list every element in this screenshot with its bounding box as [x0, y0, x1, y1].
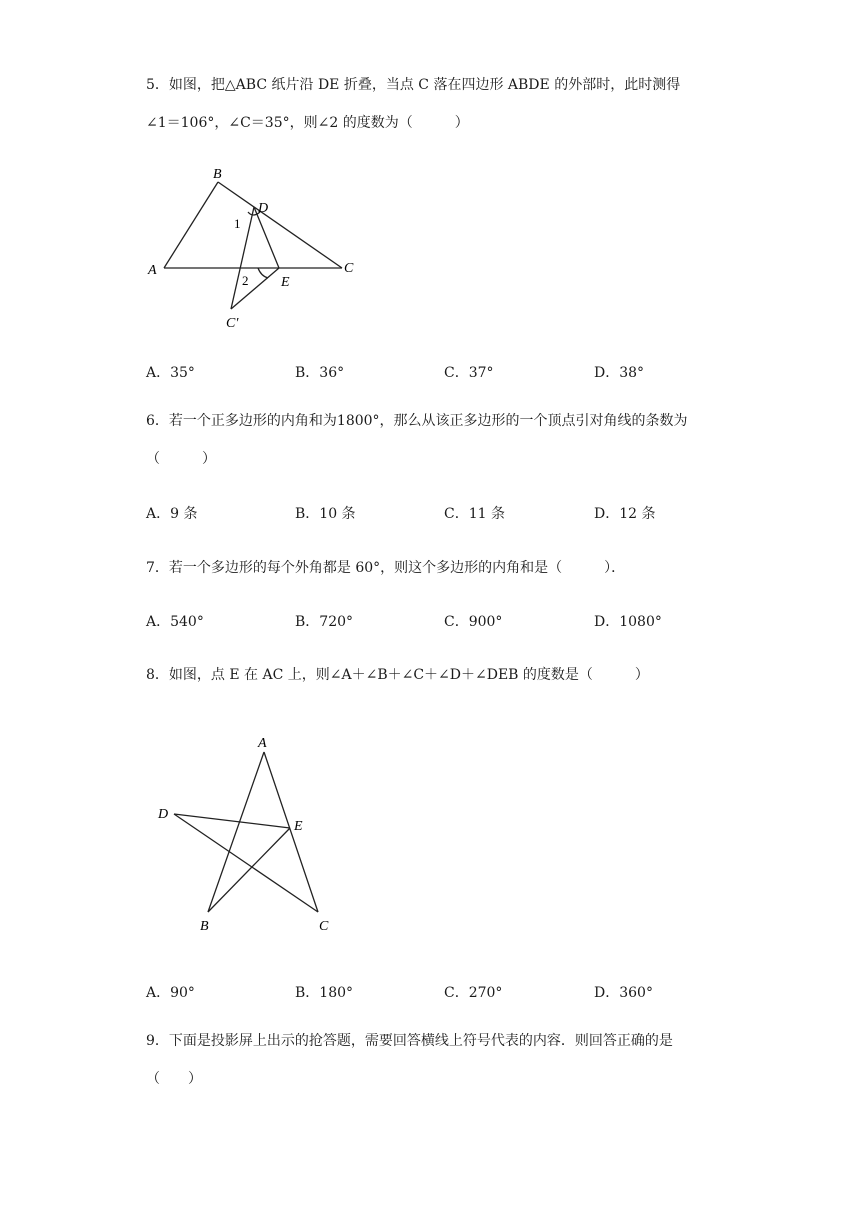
- q6-option-c[interactable]: C．11 条: [444, 506, 505, 522]
- q6-text-line2: （ ）: [146, 451, 216, 467]
- q8-segment-ac: [264, 752, 318, 912]
- q6-option-a[interactable]: A．9 条: [146, 506, 198, 522]
- q5-label-d: D: [258, 201, 269, 216]
- q5-option-d[interactable]: D．38°: [594, 365, 645, 381]
- q8-figure: [150, 730, 350, 940]
- q8-label-d: D: [158, 807, 169, 822]
- q5-text-line1: 5．如图，把△ABC 纸片沿 DE 折叠，当点 C 落在四边形 ABDE 的外部时，此时测得: [146, 77, 681, 93]
- q9-text-line2: （ ）: [146, 1071, 202, 1087]
- q8-option-c[interactable]: C．270°: [444, 985, 503, 1001]
- q5-label-angle1: 1: [234, 216, 241, 231]
- q5-label-angle2: 2: [242, 273, 249, 288]
- q6-text-line1: 6．若一个正多边形的内角和为1800°，那么从该正多边形的一个顶点引对角线的条数为: [146, 413, 688, 429]
- q5-label-b: B: [213, 167, 222, 182]
- q7-text-line1: 7．若一个多边形的每个外角都是 60°，则这个多边形的内角和是（ ）．: [146, 560, 626, 576]
- q5-figure: [140, 160, 380, 340]
- q6-option-d[interactable]: D．12 条: [594, 506, 656, 522]
- q5-label-c-prime: C′: [226, 316, 239, 331]
- q8-option-a[interactable]: A．90°: [146, 985, 195, 1001]
- q5-label-e: E: [281, 275, 290, 290]
- q5-label-a: A: [148, 263, 157, 278]
- q7-option-b[interactable]: B．720°: [295, 614, 354, 630]
- q7-option-c[interactable]: C．900°: [444, 614, 503, 630]
- q8-label-e: E: [294, 819, 303, 834]
- q8-segment-be: [208, 828, 290, 912]
- q5-text-line2: ∠1＝106°，∠C＝35°，则∠2 的度数为（ ）: [146, 115, 469, 131]
- q5-side-ab: [164, 182, 218, 268]
- q5-angle2-arc: [258, 268, 268, 278]
- q5-option-b[interactable]: B．36°: [295, 365, 345, 381]
- q8-text-line1: 8．如图，点 E 在 AC 上，则∠A＋∠B＋∠C＋∠D＋∠DEB 的度数是（ ）: [146, 667, 649, 683]
- q8-option-b[interactable]: B．180°: [295, 985, 354, 1001]
- q9-text-line1: 9．下面是投影屏上出示的抢答题，需要回答横线上符号代表的内容．则回答正确的是: [146, 1033, 673, 1049]
- q5-option-a[interactable]: A．35°: [146, 365, 195, 381]
- q7-option-a[interactable]: A．540°: [146, 614, 204, 630]
- q8-option-d[interactable]: D．360°: [594, 985, 653, 1001]
- q5-label-c: C: [344, 261, 354, 276]
- q8-label-b: B: [200, 919, 209, 934]
- q6-option-b[interactable]: B．10 条: [295, 506, 356, 522]
- q8-label-a: A: [258, 736, 267, 751]
- q5-option-c[interactable]: C．37°: [444, 365, 494, 381]
- q7-option-d[interactable]: D．1080°: [594, 614, 662, 630]
- q8-label-c: C: [319, 919, 329, 934]
- q8-segment-ab: [208, 752, 264, 912]
